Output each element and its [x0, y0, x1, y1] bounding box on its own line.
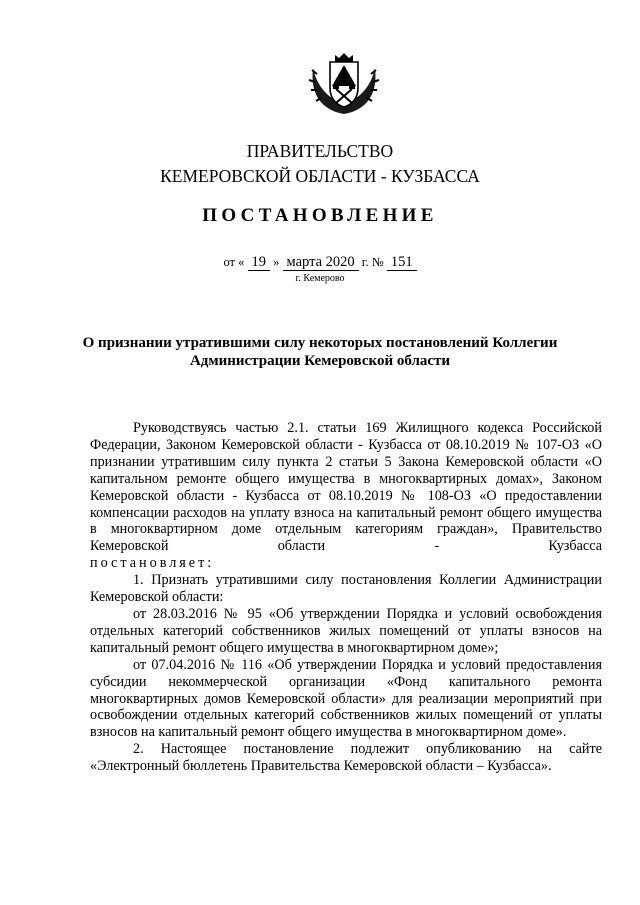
preamble-paragraph: Руководствуясь частью 2.1. статьи 169 Жилищного кодекса Российской Федерации, Законом Кемеровской области - Кузбасса от 08.10.2019 № 107-ОЗ «О признании утратившим силу пункта 2 статьи 5 Закона Кемеровской области «О капитальном ремонте общего имущества в многоквартирных домах», Законом Кемеровской области - Кузбасса от 08.10.2019 № 108-ОЗ «О предоставлении компенсации расходов на уплату взноса на капитальный ремонт общего имущества в многоквартирном доме отдельным категориям граждан», Правительство Кемеровской области - Кузбасса [90, 420, 602, 555]
decree-verb: постановляет: [90, 555, 215, 572]
item-2: 2. Настоящее постановление подлежит опубликованию на сайте «Электронный бюллетень Правительства Кемеровской области – Кузбасса». [90, 741, 602, 775]
item-1: 1. Признать утратившими силу постановления Коллегии Администрации Кемеровской области: [90, 572, 602, 606]
document-title-line2: Администрации Кемеровской области [189, 353, 451, 369]
item-1a: от 28.03.2016 № 95 «Об утверждении Порядка и условий освобождения отдельных категорий собственников жилых помещений от уплаты взносов на капитальный ремонт общего имущества в многоквартирном доме»; [90, 605, 602, 656]
government-name-line1: ПРАВИТЕЛЬСТВО [246, 141, 394, 161]
date-day-suffix: » [273, 255, 280, 269]
year-suffix: г. [361, 255, 369, 269]
date-day: 19 [248, 254, 271, 271]
date-prefix: от « [223, 255, 245, 269]
document-number: 151 [387, 254, 417, 271]
city: г. Кемерово [295, 273, 345, 284]
document-title [0, 334, 640, 370]
document-type: ПОСТАНОВЛЕНИЕ [202, 205, 438, 226]
coat-of-arms-icon [307, 52, 381, 118]
number-prefix: № [371, 255, 384, 269]
document-title-line1: О признании утратившими силу некоторых постановлений Коллегии [82, 335, 558, 351]
date-month-year: марта 2020 [283, 254, 359, 271]
date-number-line [0, 254, 640, 271]
government-name-line2: КЕМЕРОВСКОЙ ОБЛАСТИ - КУЗБАССА [160, 166, 480, 186]
document-body [90, 420, 602, 775]
item-1b: от 07.04.2016 № 116 «Об утверждении Порядка и условий предоставления субсидии некоммерческой организации «Фонд капитального ремонта многоквартирных домов Кемеровской области» для реализации мероприятий при освобождении отдельных категорий собственников жилых помещений от уплаты взносов на капитальный ремонт общего имущества в многоквартирном доме». [90, 656, 602, 741]
